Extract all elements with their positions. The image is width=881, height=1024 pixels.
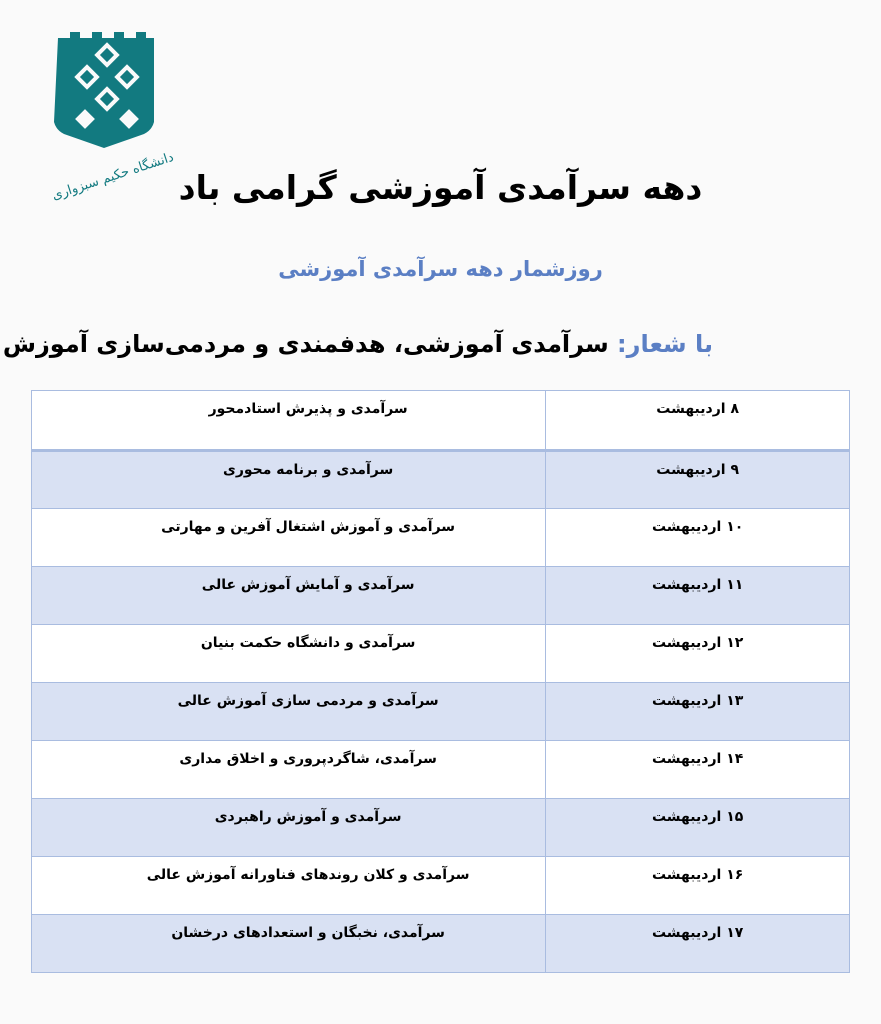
schedule-date: ۱۴ اردیبهشت — [546, 741, 850, 799]
table-row — [32, 799, 850, 857]
page-subtitle: روزشمار دهه سرآمدی آموزشی — [278, 257, 603, 281]
logo-text: دانشگاه حکیم سبزواری — [50, 149, 176, 204]
table-row — [32, 741, 850, 799]
schedule-date: ۱۱ اردیبهشت — [546, 567, 850, 625]
schedule-date: ۱۰ اردیبهشت — [546, 509, 850, 567]
table-row — [32, 509, 850, 567]
schedule-date: ۹ اردیبهشت — [546, 451, 850, 509]
schedule-table — [31, 390, 850, 973]
schedule-topic: سرآمدی و کلان روندهای فناورانه آموزش عالی — [32, 857, 546, 915]
table-row — [32, 567, 850, 625]
table-row — [32, 857, 850, 915]
schedule-date: ۸ اردیبهشت — [546, 391, 850, 451]
schedule-topic: سرآمدی و دانشگاه حکمت بنیان — [32, 625, 546, 683]
schedule-topic: سرآمدی، نخبگان و استعدادهای درخشان — [32, 915, 546, 973]
schedule-date: ۱۷ اردیبهشت — [546, 915, 850, 973]
table-row — [32, 625, 850, 683]
table-row — [32, 391, 850, 451]
slogan-text: سرآمدی آموزشی، هدفمندی و مردمی‌سازی آموزش — [2, 330, 609, 358]
schedule-topic: سرآمدی و برنامه محوری — [32, 451, 546, 509]
table-row — [32, 915, 850, 973]
schedule-date: ۱۵ اردیبهشت — [546, 799, 850, 857]
slogan-label: با شعار: — [617, 330, 713, 358]
schedule-topic: سرآمدی، شاگردپروری و اخلاق مداری — [32, 741, 546, 799]
schedule-topic: سرآمدی و مردمی سازی آموزش عالی — [32, 683, 546, 741]
schedule-date: ۱۳ اردیبهشت — [546, 683, 850, 741]
schedule-date: ۱۶ اردیبهشت — [546, 857, 850, 915]
slogan — [3, 330, 713, 358]
schedule-topic: سرآمدی و پذیرش استادمحور — [32, 391, 546, 451]
table-row — [32, 683, 850, 741]
table-row — [32, 451, 850, 509]
schedule-date: ۱۲ اردیبهشت — [546, 625, 850, 683]
schedule-topic: سرآمدی و آموزش راهبردی — [32, 799, 546, 857]
page-title: دهه سرآمدی آموزشی گرامی باد — [178, 168, 703, 207]
schedule-topic: سرآمدی و آمایش آموزش عالی — [32, 567, 546, 625]
schedule-topic: سرآمدی و آموزش اشتغال آفرین و مهارتی — [32, 509, 546, 567]
